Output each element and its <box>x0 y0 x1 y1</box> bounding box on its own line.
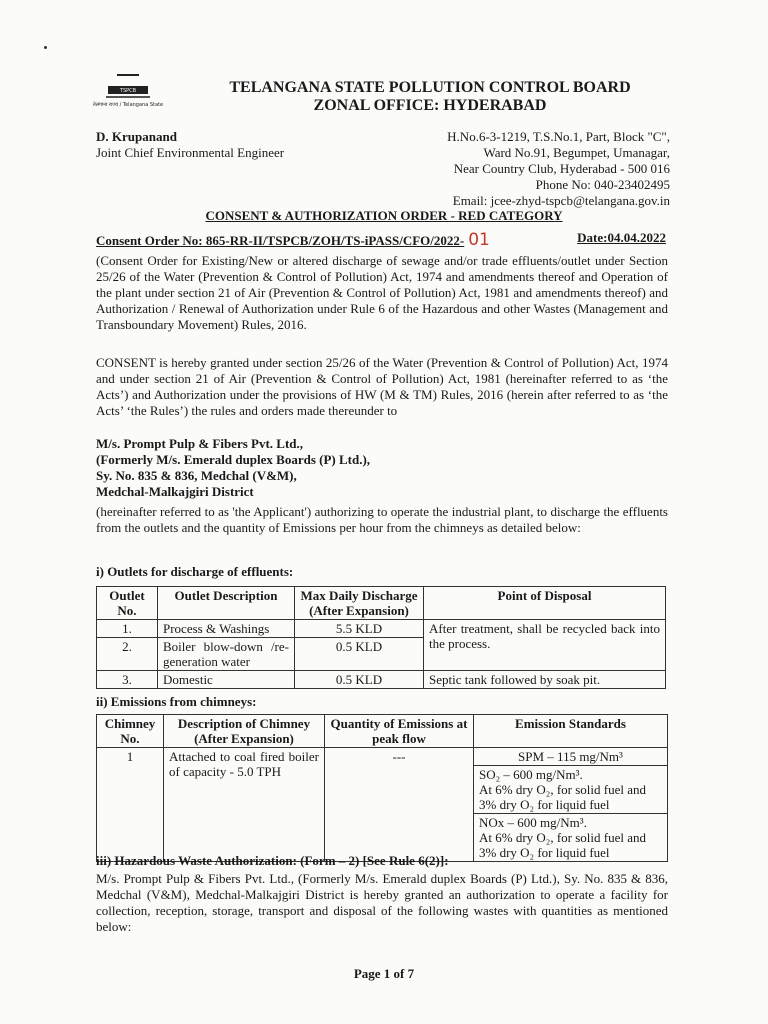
so2-note: At 6% dry O₂, for solid fuel and 3% dry O₂ for liquid fuel <box>479 782 647 812</box>
col-header: Description of Chimney (After Expansion) <box>164 715 325 748</box>
address-line: H.No.6-3-1219, T.S.No.1, Part, Block "C", <box>447 129 670 144</box>
outlet-desc: Process & Washings <box>158 620 295 638</box>
nox-standard <box>474 814 668 862</box>
signatory-block <box>96 129 284 161</box>
applicant-line: M/s. Prompt Pulp & Fibers Pvt. Ltd., <box>96 436 304 451</box>
nox-limit: NOx – 600 mg/Nm³. <box>479 815 587 830</box>
handwritten-suffix: 01 <box>468 230 490 250</box>
board-title: TELANGANA STATE POLLUTION CONTROL BOARD <box>229 79 631 96</box>
so2-limit: SO₂ – 600 mg/Nm³. <box>479 767 583 782</box>
address-line: Ward No.91, Begumpet, Umanagar, <box>483 145 670 160</box>
phone-number: Phone No: 040-23402495 <box>535 177 670 192</box>
chimney-table <box>96 714 668 862</box>
office-address <box>447 129 670 209</box>
address-line: Near Country Club, Hyderabad - 500 016 <box>453 161 670 176</box>
preamble-paragraph: (Consent Order for Existing/New or altered discharge of sewage and/or trade effluents/outlet under Section 25/26 of the Water (Prevention & Control of Pollution) Act, 1974 and amendments thereof and Operation of the plant under section 21 of Air (Prevention & Control of Pollution) Act, 1981 and amendments thereof) and Authorization / Renewal of Authorization under Rule 6 of the Hazardous and other Wastes (Management and Transboundary Movement) Rules, 2016. <box>96 253 668 332</box>
office-title: ZONAL OFFICE: HYDERABAD <box>313 97 547 114</box>
applicant-line: Medchal-Malkajgiri District <box>96 484 254 499</box>
table-header-row <box>97 587 666 620</box>
outlets-table <box>96 586 666 689</box>
table-header-row <box>97 715 668 748</box>
order-heading: CONSENT & AUTHORIZATION ORDER - RED CATEGORY <box>205 208 563 223</box>
signatory-designation: Joint Chief Environmental Engineer <box>96 145 285 160</box>
chimney-desc: Attached to coal fired boiler of capacity - 5.0 TPH <box>164 748 325 862</box>
col-header: Outlet Description <box>158 587 295 620</box>
outlet-discharge: 0.5 KLD <box>295 638 424 671</box>
outlet-desc: Domestic <box>158 671 295 689</box>
col-header: Quantity of Emissions at peak flow <box>325 715 474 748</box>
board-logo <box>92 74 164 122</box>
col-header: Point of Disposal <box>424 587 666 620</box>
order-number-line <box>96 230 666 250</box>
so2-standard <box>474 766 668 814</box>
chimney-no: 1 <box>97 748 164 862</box>
col-header: Max Daily Discharge (After Expansion) <box>295 587 424 620</box>
email-address: Email: jcee-zhyd-tspcb@telangana.gov.in <box>452 193 670 208</box>
outlet-discharge: 5.5 KLD <box>295 620 424 638</box>
outlet-no: 2. <box>97 638 158 671</box>
signatory-name: D. Krupanand <box>96 129 177 144</box>
outlet-discharge: 0.5 KLD <box>295 671 424 689</box>
page-number: Page 1 of 7 <box>353 966 415 981</box>
table-row <box>97 671 666 689</box>
outlet-disposal: After treatment, shall be recycled back into the process. <box>424 620 666 671</box>
table-row <box>97 620 666 638</box>
outlet-desc: Boiler blow-down /re-generation water <box>158 638 295 671</box>
applicant-address <box>96 436 370 500</box>
scan-speck <box>44 46 47 49</box>
authorization-paragraph: (hereinafter referred to as 'the Applicant') authorizing to operate the industrial plant, to discharge the effluents from the outlets and the quantity of Emissions per hour from the chimneys as detailed below: <box>96 504 668 535</box>
consent-order-number: Consent Order No: 865-RR-II/TSPCB/ZOH/TS-iPASS/CFO/2022- <box>96 233 465 248</box>
nox-note: At 6% dry O₂, for solid fuel and 3% dry O₂ for liquid fuel <box>479 830 647 860</box>
col-header: Emission Standards <box>474 715 668 748</box>
section-outlets-heading: i) Outlets for discharge of effluents: <box>96 564 294 579</box>
logo-caption: तेलंगाना राज्य / Telangana State <box>92 102 164 108</box>
applicant-line: (Formerly M/s. Emerald duplex Boards (P) Ltd.), <box>96 452 371 467</box>
order-date: Date:04.04.2022 <box>577 230 666 245</box>
col-header: Chimney No. <box>97 715 164 748</box>
applicant-line: Sy. No. 835 & 836, Medchal (V&M), <box>96 468 297 483</box>
consent-paragraph: CONSENT is hereby granted under section 25/26 of the Water (Prevention & Control of Pollution) Act, 1974 and under section 21 of Air (Prevention & Control of Pollution) Act, 1981 (hereinafter referred to as ‘the Acts’) and Authorization under the provisions of HW (M & TM) Rules, 2016 (herein after referred to as ‘the Acts’ ‘the Rules’) the rules and orders made thereunder to <box>96 355 668 418</box>
outlet-no: 3. <box>97 671 158 689</box>
outlet-disposal: Septic tank followed by soak pit. <box>424 671 666 689</box>
svg-text:TSPCB: TSPCB <box>119 88 137 94</box>
chimney-qty: --- <box>325 748 474 862</box>
table-row <box>97 748 668 766</box>
section-hazardous-heading: iii) Hazardous Waste Authorization: (Form – 2) [See Rule 6(2)]: <box>96 853 449 868</box>
spm-standard: SPM – 115 mg/Nm³ <box>474 748 668 766</box>
hazardous-paragraph: M/s. Prompt Pulp & Fibers Pvt. Ltd., (Formerly M/s. Emerald duplex Boards (P) Ltd.), Sy. No. 835 & 836, Medchal (V&M), Medchal-Malkajgiri District is hereby granted an authorization to operate a facility for collection, reception, storage, transport and disposal of the following wastes with quantities as mentioned below: <box>96 871 668 934</box>
outlet-no: 1. <box>97 620 158 638</box>
col-header: Outlet No. <box>97 587 158 620</box>
section-emissions-heading: ii) Emissions from chimneys: <box>96 694 257 709</box>
